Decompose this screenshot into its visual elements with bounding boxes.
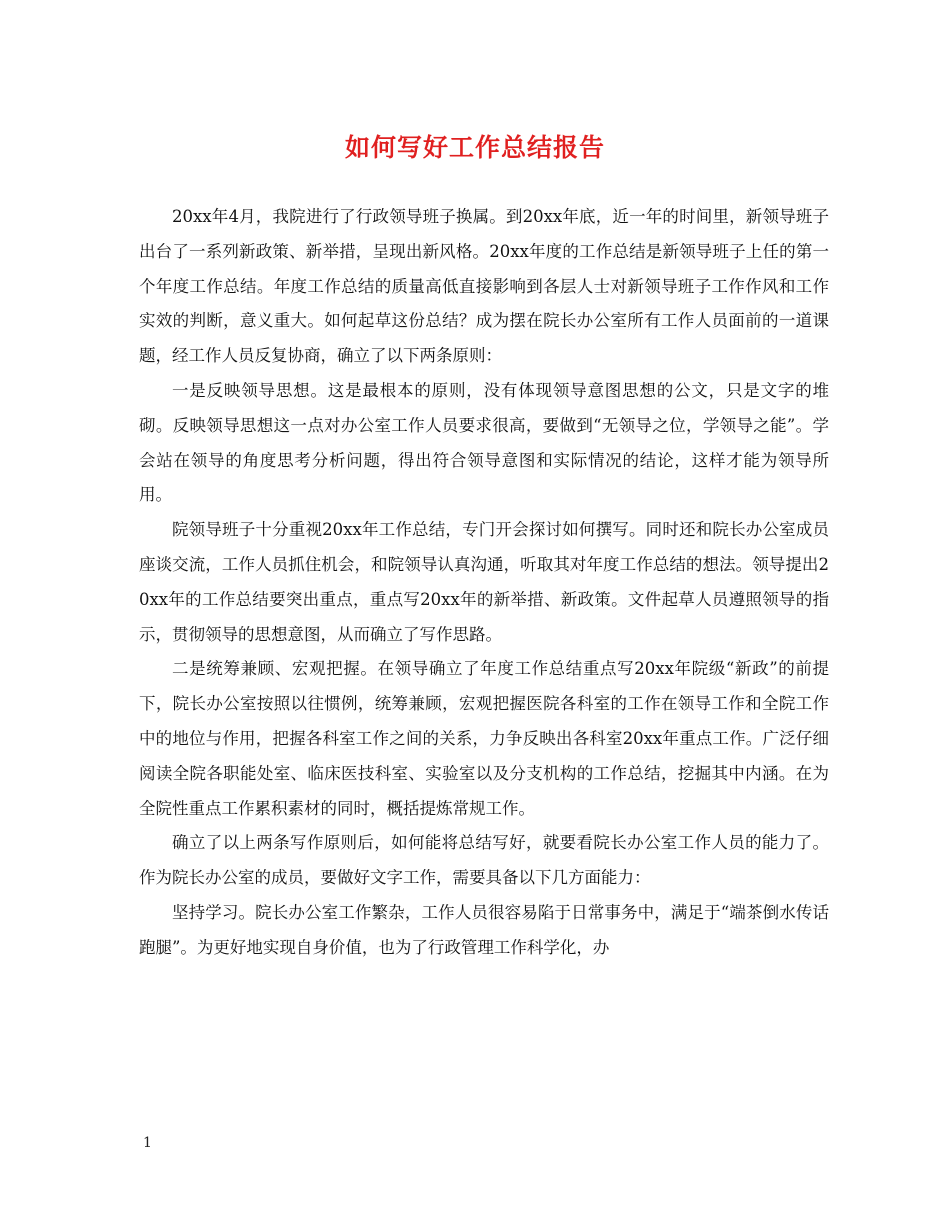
paragraph-principle-two: 二是统筹兼顾、宏观把握。在领导确立了年度工作总结重点写20xx年院级“新政”的前提下，院长办公室按照以往惯例，统筹兼顾，宏观把握医院各科室的工作在领导工作和全院工作中的地位与作用，把握各科室工作之间的关系，力争反映出各科室20xx年重点工作。广泛仔细阅读全院各职能处室、临床医技科室、实验室以及分支机构的工作总结，挖掘其中内涵。在为全院性重点工作累积素材的同时，概括提炼常规工作。 [139, 659, 829, 818]
paragraph-principle-one: 一是反映领导思想。这是最根本的原则，没有体现领导意图思想的公文，只是文字的堆砌。反映领导思想这一点对办公室工作人员要求很高，要做到“无领导之位，学领导之能”。学会站在领导的角度思考分析问题，得出符合领导意图和实际情况的结论，这样才能为领导所用。 [139, 380, 829, 505]
paragraph-leadership-meeting: 院领导班子十分重视20xx年工作总结，专门开会探讨如何撰写。同时还和院长办公室成员座谈交流，工作人员抓住机会，和院领导认真沟通，听取其对年度工作总结的想法。领导提出20xx年的工作总结要突出重点，重点写20xx年的新举措、新政策。文件起草人员遵照领导的指示，贯彻领导的思想意图，从而确立了写作思路。 [139, 520, 829, 644]
page-number: 1 [143, 1135, 152, 1151]
document-body [139, 200, 829, 966]
paragraph-intro: 20xx年4月，我院进行了行政领导班子换属。到20xx年底，近一年的时间里，新领导班子出台了一系列新政策、新举措，呈现出新风格。20xx年度的工作总结是新领导班子上任的第一个年度工作总结。年度工作总结的质量高低直接影响到各层人士对新领导班子工作作风和工作实效的判断，意义重大。如何起草这份总结？成为摆在院长办公室所有工作人员面前的一道课题，经工作人员反复协商，确立了以下两条原则： [139, 207, 829, 366]
paragraph-keep-learning: 坚持学习。院长办公室工作繁杂，工作人员很容易陷于日常事务中，满足于“端茶倒水传话跑腿”。为更好地实现自身价值，也为了行政管理工作科学化，办 [139, 902, 829, 957]
paragraph-abilities: 确立了以上两条写作原则后，如何能将总结写好，就要看院长办公室工作人员的能力了。作为院长办公室的成员，要做好文字工作，需要具备以下几方面能力： [139, 833, 829, 888]
document-title: 如何写好工作总结报告 [344, 133, 605, 162]
